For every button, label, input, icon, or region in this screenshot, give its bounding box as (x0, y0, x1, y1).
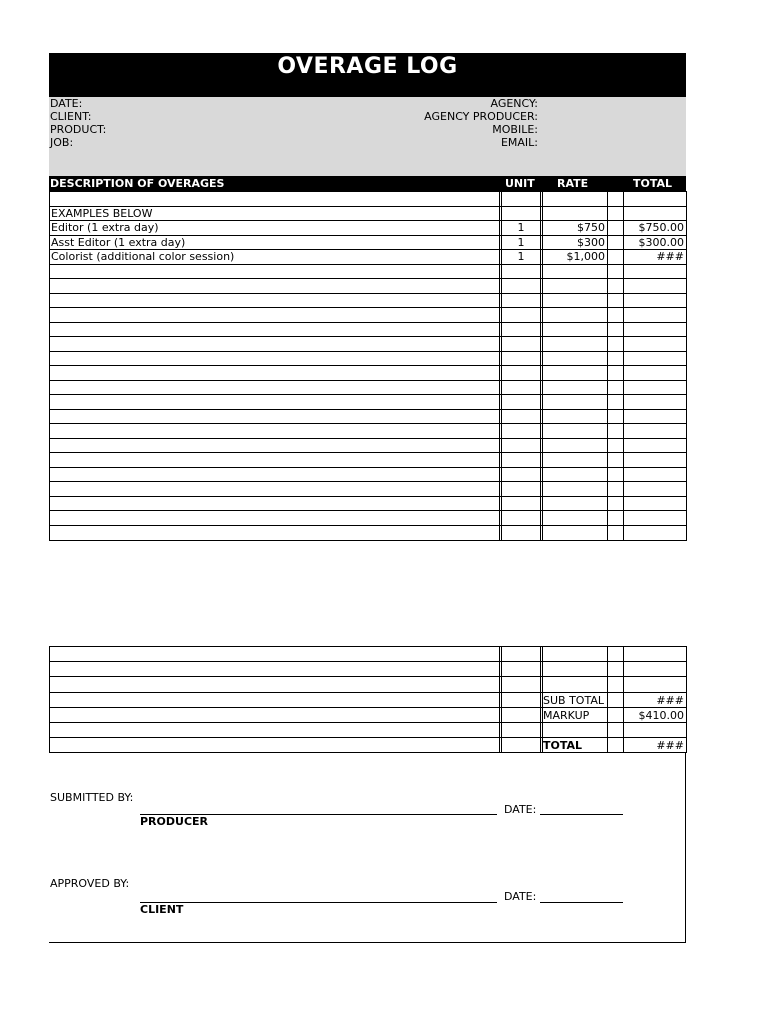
total-cell[interactable] (624, 424, 684, 439)
unit-cell[interactable] (502, 453, 540, 468)
description-cell[interactable] (51, 337, 497, 352)
unit-cell[interactable] (502, 424, 540, 439)
total-cell[interactable] (624, 207, 684, 222)
date-label: DATE: (50, 97, 83, 110)
header-description: DESCRIPTION OF OVERAGES (50, 177, 225, 190)
unit-cell[interactable] (502, 279, 540, 294)
rate-cell[interactable] (543, 337, 605, 352)
summary-value[interactable] (624, 677, 684, 692)
summary-row (50, 737, 686, 753)
rate-cell[interactable] (543, 482, 605, 497)
unit-cell[interactable] (502, 207, 540, 222)
unit-cell[interactable] (502, 294, 540, 309)
description-cell[interactable] (51, 265, 497, 280)
total-cell[interactable] (624, 439, 684, 454)
table-row (50, 496, 686, 512)
job-info-section (49, 97, 686, 176)
table-row (50, 206, 686, 222)
description-cell[interactable] (51, 308, 497, 323)
table-row (50, 249, 686, 265)
rate-cell[interactable]: $750 (577, 221, 605, 234)
unit-cell[interactable] (502, 468, 540, 483)
summary-label (543, 677, 607, 692)
signature-frame-bottom (49, 942, 686, 943)
producer-label: PRODUCER (140, 815, 209, 828)
table-row (50, 423, 686, 439)
table-row (50, 351, 686, 367)
total-cell[interactable] (624, 279, 684, 294)
table-row (50, 235, 686, 251)
table-row (50, 336, 686, 352)
client-signature-line[interactable] (140, 902, 497, 903)
description-cell[interactable]: Editor (1 extra day) (51, 221, 159, 234)
summary-label (543, 723, 607, 738)
description-cell[interactable] (51, 453, 497, 468)
total-cell[interactable] (624, 511, 684, 526)
overages-table (49, 191, 687, 541)
total-cell[interactable]: $750.00 (638, 221, 684, 234)
total-cell[interactable] (624, 410, 684, 425)
rate-cell[interactable] (543, 395, 605, 410)
summary-table (49, 646, 687, 753)
submitted-date-line[interactable] (540, 814, 623, 815)
description-cell[interactable] (51, 294, 497, 309)
summary-value[interactable] (624, 662, 684, 677)
unit-cell[interactable]: 1 (517, 235, 525, 249)
agency-producer-label: AGENCY PRODUCER: (424, 110, 538, 123)
table-row (50, 481, 686, 497)
summary-label: MARKUP (543, 708, 590, 722)
total-cell[interactable] (624, 453, 684, 468)
table-row (50, 322, 686, 338)
rate-cell[interactable] (543, 424, 605, 439)
rate-cell[interactable] (543, 410, 605, 425)
description-cell[interactable] (51, 192, 497, 207)
unit-cell[interactable] (502, 381, 540, 396)
rate-cell[interactable] (543, 279, 605, 294)
description-cell[interactable] (51, 279, 497, 294)
table-row (50, 191, 686, 207)
summary-value[interactable] (624, 723, 684, 738)
unit-cell[interactable] (502, 526, 540, 541)
submitted-by-label: SUBMITTED BY: (50, 791, 134, 804)
summary-label: SUB TOTAL (543, 693, 604, 707)
unit-cell[interactable] (502, 308, 540, 323)
table-row (50, 307, 686, 323)
total-cell[interactable] (624, 308, 684, 323)
description-cell[interactable]: EXAMPLES BELOW (51, 206, 153, 220)
description-cell[interactable]: Colorist (additional color session) (51, 250, 235, 263)
total-cell[interactable] (624, 526, 684, 541)
agency-label: AGENCY: (490, 97, 538, 110)
description-cell[interactable] (51, 381, 497, 396)
rate-cell[interactable] (543, 207, 605, 222)
unit-cell[interactable] (502, 323, 540, 338)
header-total: TOTAL (633, 177, 673, 190)
unit-cell[interactable] (502, 511, 540, 526)
total-cell[interactable] (624, 337, 684, 352)
table-row (50, 365, 686, 381)
total-cell[interactable] (624, 482, 684, 497)
rate-cell[interactable] (543, 323, 605, 338)
table-row (50, 278, 686, 294)
table-row (50, 293, 686, 309)
rate-cell[interactable]: $1,000 (566, 250, 605, 263)
product-label: PRODUCT: (50, 123, 107, 136)
table-row (50, 220, 686, 236)
rate-cell[interactable] (543, 468, 605, 483)
header-unit: UNIT (505, 177, 535, 190)
unit-cell[interactable] (502, 352, 540, 367)
total-cell[interactable] (624, 294, 684, 309)
table-row (50, 380, 686, 396)
unit-cell[interactable] (502, 265, 540, 280)
summary-row (50, 722, 686, 738)
description-cell[interactable] (51, 511, 497, 526)
approved-date-label: DATE: (504, 890, 537, 903)
summary-row (50, 646, 686, 662)
summary-value[interactable]: ### (656, 693, 684, 707)
unit-cell[interactable] (502, 410, 540, 425)
description-cell[interactable] (51, 482, 497, 497)
table-row (50, 510, 686, 526)
summary-row (50, 707, 686, 723)
total-cell[interactable] (624, 497, 684, 512)
unit-cell[interactable] (502, 497, 540, 512)
description-cell[interactable] (51, 395, 497, 410)
unit-cell[interactable] (502, 395, 540, 410)
description-cell[interactable] (51, 424, 497, 439)
total-cell[interactable] (624, 468, 684, 483)
table-row (50, 452, 686, 468)
table-row (50, 525, 686, 541)
rate-cell[interactable] (543, 453, 605, 468)
unit-cell[interactable] (502, 192, 540, 207)
description-cell[interactable] (51, 526, 497, 541)
total-cell[interactable]: $300.00 (638, 235, 684, 249)
rate-cell[interactable] (543, 265, 605, 280)
total-cell[interactable] (624, 381, 684, 396)
table-row (50, 409, 686, 425)
summary-row (50, 676, 686, 692)
description-cell[interactable] (51, 323, 497, 338)
rate-cell[interactable] (543, 294, 605, 309)
description-cell[interactable] (51, 468, 497, 483)
total-cell[interactable] (624, 352, 684, 367)
rate-cell[interactable] (543, 352, 605, 367)
description-cell[interactable]: Asst Editor (1 extra day) (51, 235, 186, 249)
mobile-label: MOBILE: (492, 123, 538, 136)
rate-cell[interactable] (543, 511, 605, 526)
rate-cell[interactable]: $300 (577, 235, 605, 249)
client-label: CLIENT: (50, 110, 92, 123)
rate-cell[interactable] (543, 497, 605, 512)
rate-cell[interactable] (543, 526, 605, 541)
table-row (50, 438, 686, 454)
total-cell[interactable] (624, 323, 684, 338)
unit-cell[interactable]: 1 (517, 250, 525, 263)
description-cell[interactable] (51, 497, 497, 512)
rate-cell[interactable] (543, 381, 605, 396)
header-rate: RATE (557, 177, 589, 190)
rate-cell[interactable] (543, 192, 605, 207)
description-cell[interactable] (51, 410, 497, 425)
total-cell[interactable] (624, 192, 684, 207)
total-cell[interactable] (624, 395, 684, 410)
submitted-date-label: DATE: (504, 803, 537, 816)
summary-row (50, 692, 686, 708)
job-label: JOB: (50, 136, 74, 149)
summary-value[interactable] (624, 647, 684, 662)
rate-cell[interactable] (543, 308, 605, 323)
email-label: EMAIL: (500, 136, 538, 149)
client-label: CLIENT (140, 903, 184, 916)
summary-label (543, 647, 607, 662)
summary-label (543, 662, 607, 677)
description-cell[interactable] (51, 439, 497, 454)
unit-cell[interactable] (502, 337, 540, 352)
total-cell[interactable] (624, 366, 684, 381)
table-row (50, 264, 686, 280)
approved-by-label: APPROVED BY: (50, 877, 130, 890)
summary-value[interactable]: ### (656, 739, 684, 753)
unit-cell[interactable]: 1 (517, 221, 525, 234)
unit-cell[interactable] (502, 439, 540, 454)
summary-value[interactable]: $410.00 (638, 708, 684, 722)
summary-row (50, 661, 686, 677)
total-cell[interactable] (624, 265, 684, 280)
table-row (50, 467, 686, 483)
signature-frame-right (685, 753, 686, 942)
description-cell[interactable] (51, 366, 497, 381)
summary-label: TOTAL (543, 739, 583, 753)
unit-cell[interactable] (502, 482, 540, 497)
unit-cell[interactable] (502, 366, 540, 381)
description-cell[interactable] (51, 352, 497, 367)
page-title: OVERAGE LOG (49, 53, 686, 97)
overages-table-header (49, 176, 686, 191)
table-row (50, 394, 686, 410)
approved-date-line[interactable] (540, 902, 623, 903)
total-cell[interactable]: ### (656, 250, 684, 263)
rate-cell[interactable] (543, 366, 605, 381)
rate-cell[interactable] (543, 439, 605, 454)
